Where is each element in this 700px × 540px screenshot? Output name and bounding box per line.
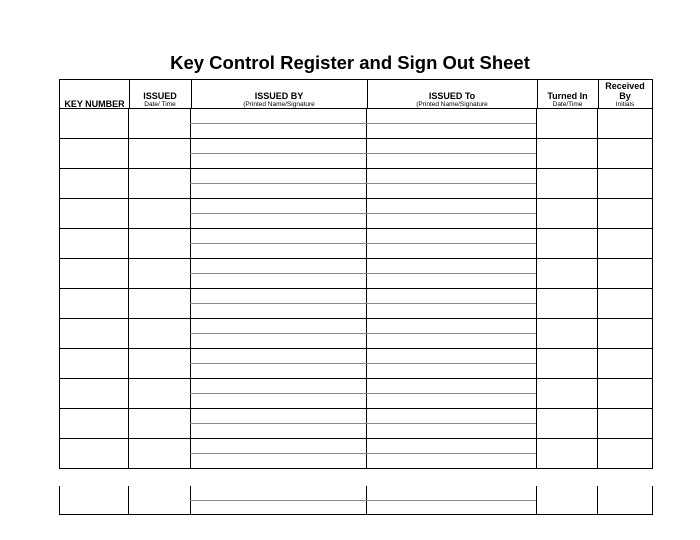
signature-divider — [190, 303, 536, 304]
signature-divider — [190, 153, 536, 154]
header-turned-in-label: Turned In — [547, 91, 588, 101]
header-received-by — [598, 80, 652, 108]
table-row — [59, 379, 653, 409]
header-issued-to — [367, 80, 537, 108]
table-row — [59, 259, 653, 289]
signature-divider — [190, 500, 536, 501]
signature-divider — [190, 213, 536, 214]
header-key-number — [60, 80, 129, 108]
header-issued-sub: Date/ Time — [144, 101, 176, 108]
signature-divider — [190, 363, 536, 364]
header-issued-by-sub: (Printed Name/Signature — [243, 101, 315, 108]
table-row — [59, 289, 653, 319]
extra-table-row — [59, 486, 653, 515]
header-issued-to-sub: (Printed Name/Signature — [416, 101, 488, 108]
header-issued-by — [191, 80, 367, 108]
signature-divider — [190, 243, 536, 244]
page-title: Key Control Register and Sign Out Sheet — [170, 52, 530, 73]
signature-divider — [190, 453, 536, 454]
signature-divider — [190, 273, 536, 274]
header-received-by-line1: Received — [605, 81, 645, 91]
header-issued-to-label: ISSUED To — [428, 91, 476, 101]
table-row — [59, 199, 653, 229]
key-register-table — [59, 79, 653, 469]
header-received-by-sub: Initials — [615, 101, 635, 108]
header-turned-in — [537, 80, 598, 108]
table-row — [59, 349, 653, 379]
table-row — [59, 319, 653, 349]
header-received-by-line2: By — [619, 91, 631, 101]
table-header — [59, 79, 653, 109]
signature-divider — [190, 423, 536, 424]
header-key-number-label: KEY NUMBER — [64, 99, 125, 109]
header-turned-in-sub: Date/Time — [552, 101, 583, 108]
table-row — [59, 109, 653, 139]
signature-divider — [190, 183, 536, 184]
signature-divider — [190, 393, 536, 394]
table-row — [59, 139, 653, 169]
header-issued-by-label: ISSUED BY — [254, 91, 304, 101]
table-row — [59, 439, 653, 469]
header-issued — [129, 80, 191, 108]
table-row — [59, 409, 653, 439]
table-row — [59, 229, 653, 259]
header-issued-label: ISSUED — [143, 91, 177, 101]
table-body — [59, 109, 653, 469]
signature-divider — [190, 333, 536, 334]
table-row — [59, 169, 653, 199]
signature-divider — [190, 123, 536, 124]
